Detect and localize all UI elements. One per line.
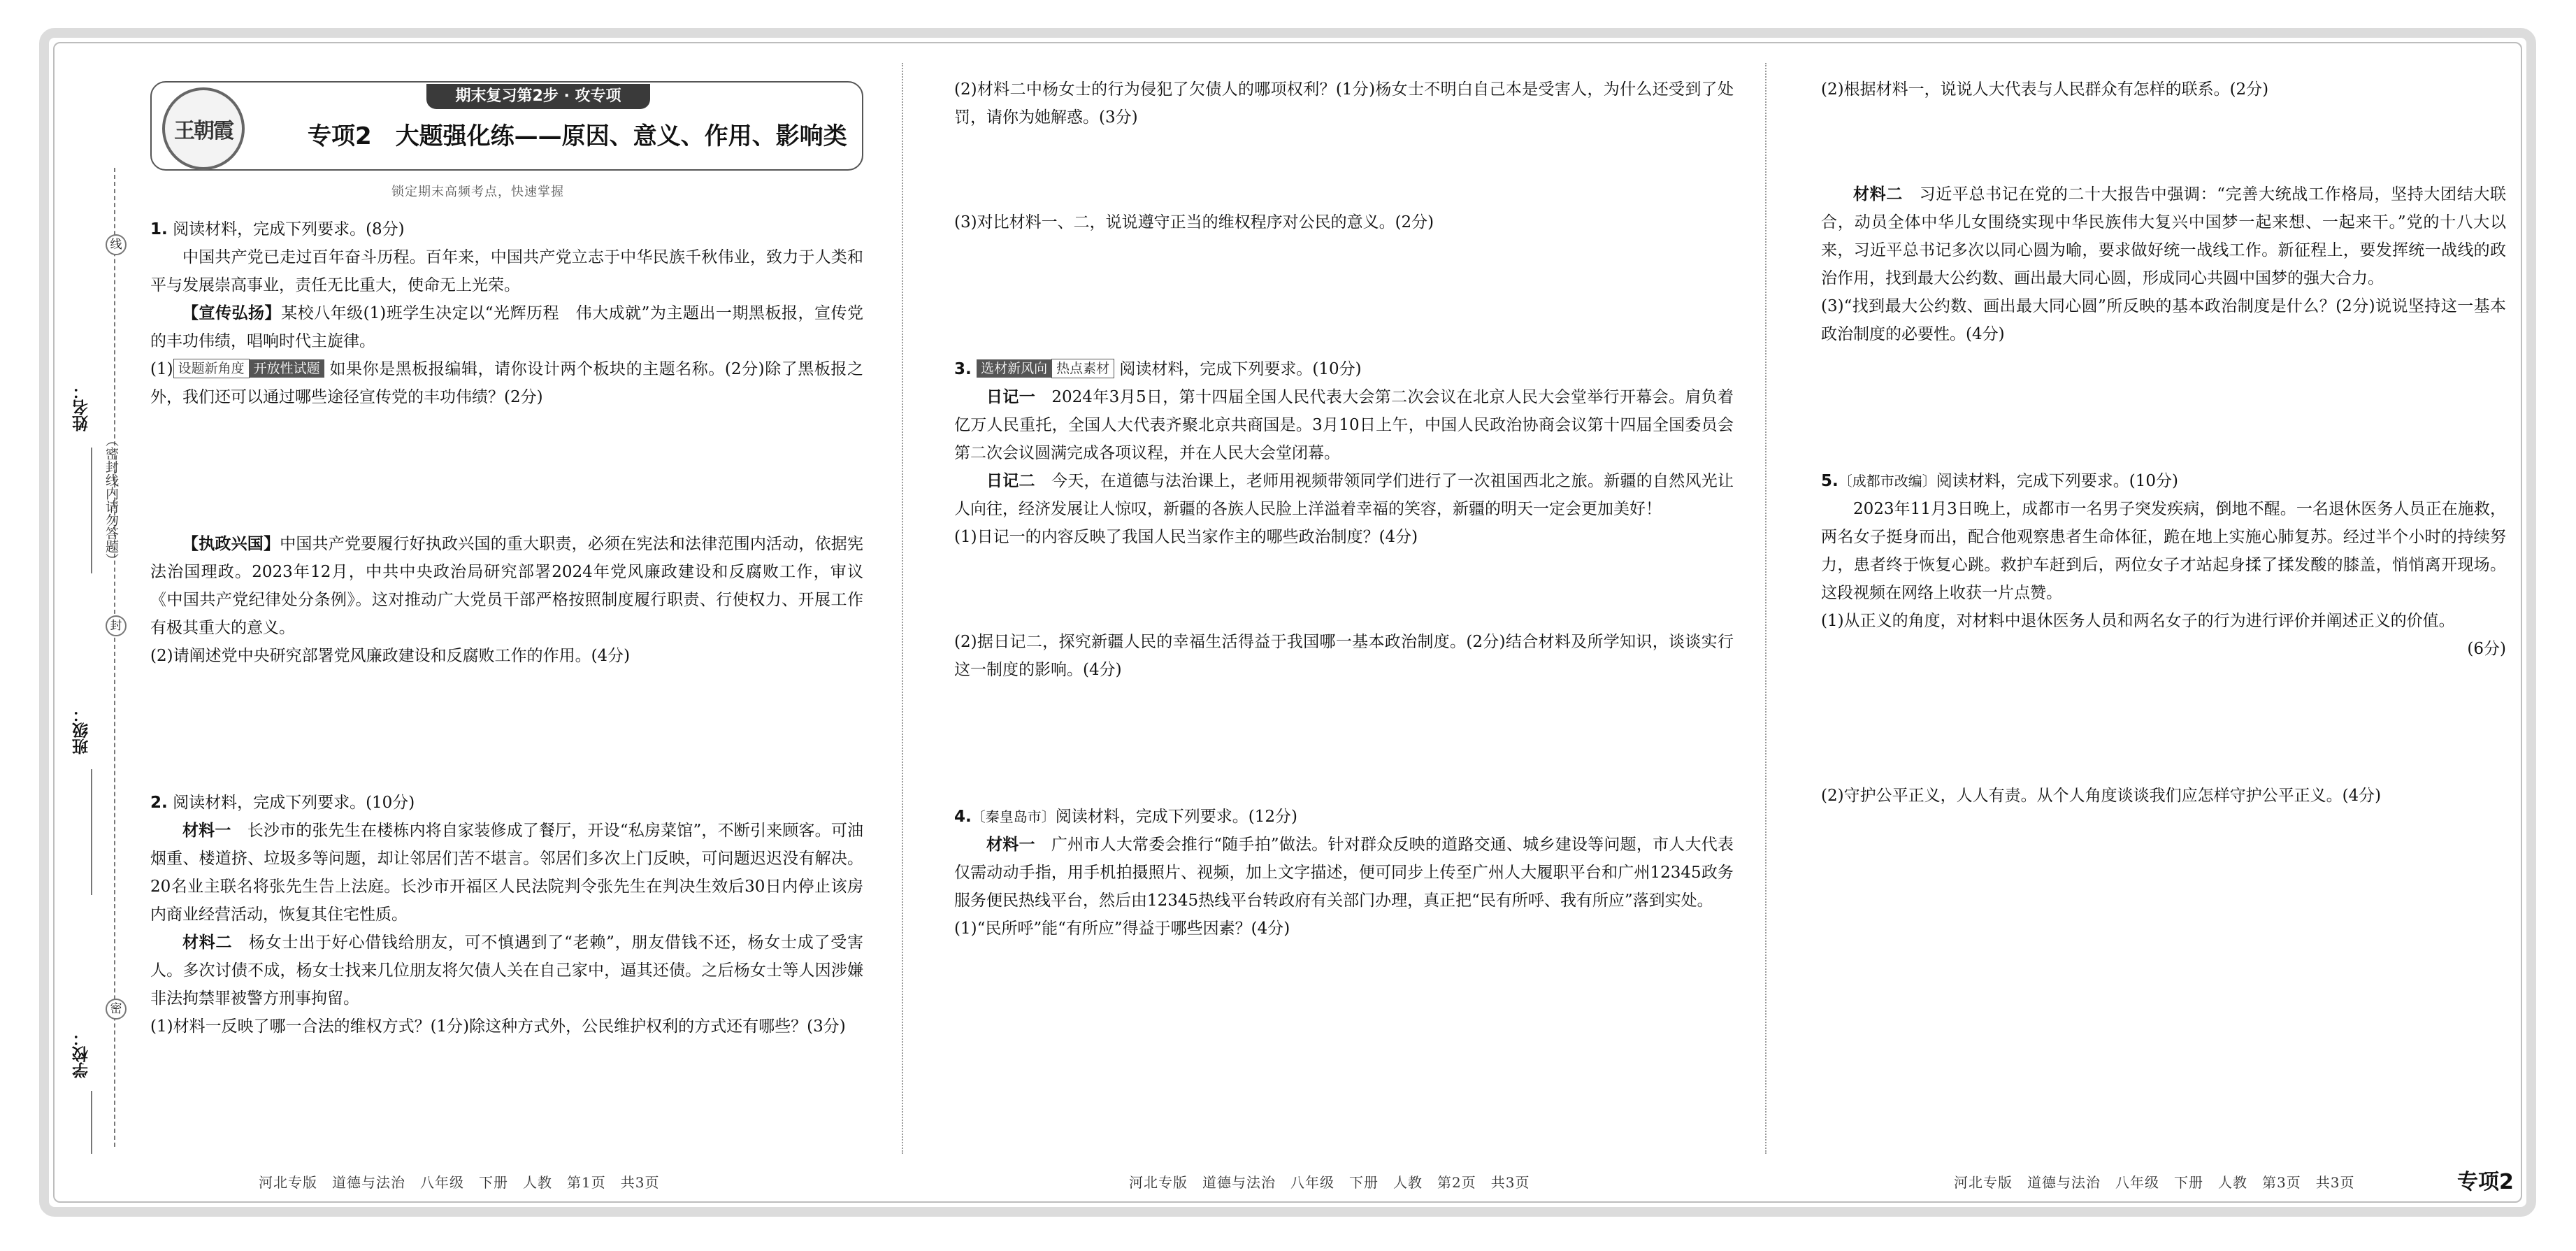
sub-question: (3)“找到最大公约数、画出最大同心圆”所反映的基本政治制度是什么？(2分)说说坚持这一基本政治制度的必要性。(4分)	[1821, 297, 2506, 343]
sub-question: (3)对比材料一、二，说说遵守正当的维权程序对公民的意义。(2分)	[954, 213, 1434, 231]
answer-space[interactable]	[954, 684, 1734, 803]
question-tag: 开放性试题	[250, 359, 324, 378]
sub-question: (1)从正义的角度，对材料中退休医务人员和两名女子的行为进行评价并阐述正义的价值。	[1821, 612, 2455, 630]
question-intro: 阅读材料，完成下列要求。(10分)	[1936, 472, 2178, 490]
material-head: 材料一	[182, 821, 231, 840]
sub-question	[150, 355, 863, 411]
name-label: 姓名：	[73, 383, 91, 431]
page-2	[954, 76, 1734, 943]
seal-note: （密封线内请勿答题）	[103, 434, 119, 566]
paragraph-text: 今天，在道德与法治课上，老师用视频带领同学们进行了一次祖国西北之旅。新疆的自然风光让人向往，经济发展让人惊叹，新疆的各族人民脸上洋溢着幸福的笑容，新疆的明天一定会更加美好！	[954, 472, 1734, 518]
sub-question-text: 如果你是黑板报编辑，请你设计两个板块的主题名称。(2分)除了黑板报之外，我们还可以通过哪些途径宣传党的丰功伟绩？(2分)	[150, 360, 863, 406]
paragraph-text: 杨女士出于好心借钱给朋友，可不慎遇到了“老赖”，朋友借钱不还，杨女士成了受害人。多次讨债不成，杨女士找来几位朋友将欠债人关在自己家中，逼其还债。之后杨女士等人因涉嫌非法拘禁罪被警方刑事拘留。	[150, 934, 863, 1008]
paragraph-text: 广州市人大常委会推行“随手拍”做法。针对群众反映的道路交通、城乡建设等问题，市人大代表仅需动动手指，用手机拍摄照片、视频，加上文字描述，便可同步上传至广州人大履职平台和广州12345政务服务便民热线平台，然后由12345热线平台转政府有关部门办理，真正把“民有所呼、我有所应”落到实处。	[954, 836, 1734, 910]
page-footer: 河北专版 道德与法治 八年级 下册 人教 第2页 共3页	[1129, 1174, 1530, 1191]
name-line[interactable]	[91, 448, 92, 573]
question-number: 2.	[150, 794, 168, 812]
question-tag: 热点素材	[1051, 359, 1114, 378]
question-number: 3.	[954, 360, 972, 378]
page-3	[1821, 76, 2506, 810]
page-1	[150, 215, 863, 1041]
material-head: 材料二	[182, 933, 233, 952]
question-5-heading	[1821, 467, 2506, 495]
answer-space[interactable]	[1821, 103, 2506, 180]
question-intro: 阅读材料，完成下列要求。(8分)	[173, 220, 405, 238]
paragraph: 中国共产党已走过百年奋斗历程。百年来，中国共产党立志于中华民族千秋伟业，致力于人类和平与发展崇高事业，责任无比重大，使命无上光荣。	[150, 248, 863, 294]
question-source: 〔秦皇岛市〕	[971, 808, 1056, 825]
answer-space[interactable]	[954, 236, 1734, 355]
page-title: 专项2 大题强化练——原因、意义、作用、影响类	[308, 122, 847, 150]
paragraph-text: 中国共产党要履行好执政兴国的重大职责，必须在宪法和法律范围内活动，依据宪法治国理政。2023年12月，中共中央政治局研究部署2024年党风廉政建设和反腐败工作，审议《中国共产党纪律处分条例》。这对推动广大党员干部严格按照制度履行职责、行使权力、开展工作有极其重大的意义。	[150, 535, 864, 637]
question-number: 5.	[1821, 472, 1839, 490]
class-label: 班级：	[73, 706, 91, 755]
score-note: (6分)	[2467, 640, 2506, 658]
sub-question: (1)“民所呼”能“有所应”得益于哪些因素？(4分)	[954, 920, 1290, 938]
question-intro: 阅读材料，完成下列要求。(10分)	[1119, 360, 1362, 378]
paragraph	[150, 299, 863, 355]
publisher-logo	[162, 87, 245, 170]
page-subtitle: 锁定期末高频考点，快速掌握	[391, 185, 564, 199]
section-head: 【宣传弘扬】	[182, 303, 282, 322]
review-step-banner: 期末复习第2步 · 攻专项	[426, 84, 650, 109]
section-head: 【执政兴国】	[182, 534, 280, 553]
paragraph-text: 习近平总书记在党的二十大报告中强调：“完善大统战工作格局，坚持大团结大联合，动员全体中华儿女围绕实现中华民族伟大复兴中国梦一起来想、一起来干。”党的十八大以来，习近平总书记多次以同心圆为喻，要求做好统一战线工作。新征程上，要发挥统一战线的政治作用，找到最大公约数、画出最大同心圆，形成同心共圆中国梦的强大合力。	[1821, 185, 2507, 287]
question-intro: 阅读材料，完成下列要求。(12分)	[1055, 808, 1297, 826]
page-footer: 河北专版 道德与法治 八年级 下册 人教 第1页 共3页	[259, 1174, 660, 1191]
answer-space[interactable]	[1821, 663, 2506, 782]
sub-question-number: (1)	[150, 360, 173, 378]
material-head: 材料一	[986, 835, 1035, 854]
sub-question: (1)材料一反映了哪一合法的维权方式？(1分)除这种方式外，公民维护权利的方式还有哪些？(3分)	[150, 1017, 846, 1036]
paragraph-text: 某校八年级(1)班学生决定以“光辉历程 伟大成就”为主题出一期黑板报，宣传党的丰功伟绩，唱响时代主旋律。	[150, 304, 863, 350]
answer-space[interactable]	[954, 551, 1734, 628]
answer-space[interactable]	[150, 411, 863, 530]
paragraph	[1821, 180, 2506, 292]
question-number: 1.	[150, 220, 168, 238]
answer-space[interactable]	[954, 131, 1734, 208]
question-1-heading	[150, 215, 863, 243]
paragraph	[150, 530, 863, 642]
paragraph	[150, 929, 863, 1013]
sub-question: (2)材料二中杨女士的行为侵犯了欠债人的哪项权利？(1分)杨女士不明白自己本是受害人，为什么还受到了处罚，请你为她解惑。(3分)	[954, 80, 1734, 127]
paragraph	[954, 831, 1734, 915]
sub-question: (1)日记一的内容反映了我国人民当家作主的哪些政治制度？(4分)	[954, 528, 1418, 546]
question-intro: 阅读材料，完成下列要求。(10分)	[173, 794, 415, 812]
column-divider	[1765, 63, 1766, 1154]
paragraph	[954, 383, 1734, 467]
page-footer: 河北专版 道德与法治 八年级 下册 人教 第3页 共3页	[1954, 1174, 2355, 1191]
seal-mark-mid: 封	[106, 615, 127, 636]
paragraph-text: 2024年3月5日，第十四届全国人民代表大会第二次会议在北京人民大会堂举行开幕会。肩负着亿万人民重托，全国人大代表齐聚北京共商国是。3月10日上午，中国人民政治协商会议第十四届全国委员会第二次会议圆满完成各项议程，并在人民大会堂闭幕。	[954, 388, 1734, 462]
answer-space[interactable]	[1821, 348, 2506, 467]
paragraph: 2023年11月3日晚上，成都市一名男子突发疾病，倒地不醒。一名退休医务人员正在施救，两名女子挺身而出，配合他观察患者生命体征，跪在地上实施心肺复苏。经过半个小时的持续努力，患者终于恢复心跳。救护车赶到后，两位女子才站起身揉了揉发酸的膝盖，悄悄离开现场。这段视频在网络上收获一片点赞。	[1821, 500, 2506, 602]
seal-mark-bottom: 密	[106, 999, 127, 1020]
material-head: 材料二	[1853, 185, 1903, 203]
question-tag: 设题新角度	[173, 359, 250, 378]
paragraph-text: 长沙市的张先生在楼栋内将自家装修成了餐厅，开设“私房菜馆”，不断引来顾客。可油烟重、楼道挤、垃圾多等问题，却让邻居们苦不堪言。邻居们多次上门反映，可问题迟迟没有解决。20名业主联名将张先生告上法庭。长沙市开福区人民法院判令张先生在判决生效后30日内停止该房内商业经营活动，恢复其住宅性质。	[150, 822, 864, 924]
school-line[interactable]	[91, 1091, 92, 1154]
sub-question: (2)据日记二，探究新疆人民的幸福生活得益于我国哪一基本政治制度。(2分)结合材料及所学知识，谈谈实行这一制度的影响。(4分)	[954, 633, 1734, 679]
class-line[interactable]	[91, 769, 92, 895]
sub-question: (2)根据材料一，说说人大代表与人民群众有怎样的联系。(2分)	[1821, 80, 2269, 99]
column-divider	[902, 63, 903, 1154]
question-source: 〔成都市改编〕	[1838, 473, 1936, 489]
question-tag: 选材新风向	[977, 359, 1051, 378]
logo-text: 王朝霞	[174, 119, 233, 143]
paragraph	[954, 467, 1734, 523]
question-number: 4.	[954, 808, 972, 826]
question-2-heading	[150, 789, 863, 817]
sub-question: (2)守护公平正义，人人有责。从个人角度谈谈我们应怎样守护公平正义。(4分)	[1821, 787, 2382, 805]
diary-head: 日记一	[986, 387, 1036, 406]
seal-mark-top: 线	[106, 234, 127, 255]
answer-space[interactable]	[150, 670, 863, 789]
section-badge: 专项2	[2457, 1170, 2514, 1194]
sub-question: (2)请阐述党中央研究部署党风廉政建设和反腐败工作的作用。(4分)	[150, 647, 631, 665]
question-3-heading	[954, 355, 1734, 383]
question-4-heading	[954, 803, 1734, 831]
diary-head: 日记二	[986, 471, 1035, 490]
paragraph	[150, 817, 863, 929]
school-label: 学校：	[73, 1030, 91, 1078]
